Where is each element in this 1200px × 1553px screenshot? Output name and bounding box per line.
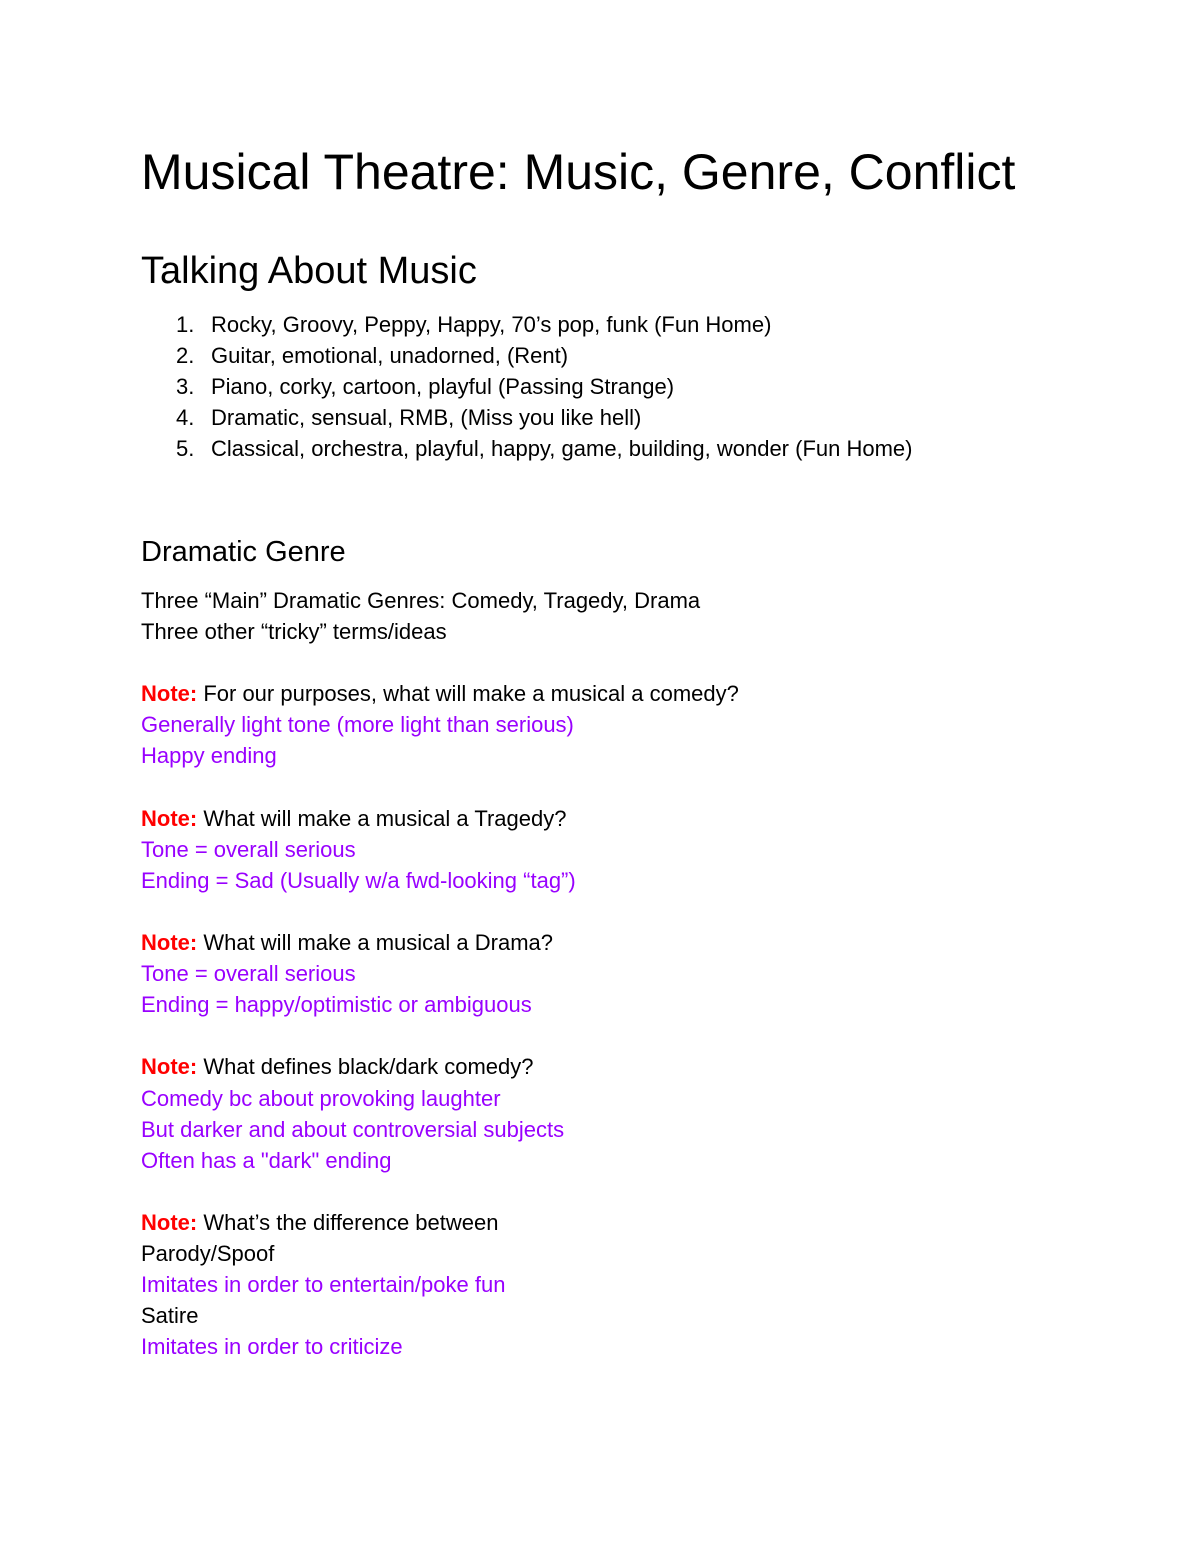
intro-line: Three other “tricky” terms/ideas xyxy=(141,619,447,645)
note-question-text: What will make a musical a Tragedy? xyxy=(197,805,567,831)
music-list xyxy=(141,309,912,464)
list-item-text: Classical, orchestra, playful, happy, game, building, wonder (Fun Home) xyxy=(211,436,913,461)
definition-satire: Imitates in order to criticize xyxy=(141,1334,403,1360)
term-parody-spoof: Parody/Spoof xyxy=(141,1240,275,1266)
list-item xyxy=(141,402,912,433)
note-label: Note: xyxy=(141,1209,198,1235)
note-answer: Tone = overall serious xyxy=(141,961,356,987)
note-question xyxy=(141,1051,1101,1082)
note-question-text: What will make a musical a Drama? xyxy=(197,930,553,956)
note-question xyxy=(141,1207,1101,1238)
note-question-text: What defines black/dark comedy? xyxy=(197,1054,534,1080)
note-answer: Happy ending xyxy=(141,743,277,769)
list-item xyxy=(141,371,912,402)
heading-talking-about-music: Talking About Music xyxy=(141,250,477,292)
note-question xyxy=(141,927,1101,958)
genre-notes-body xyxy=(141,585,1101,1362)
note-answer: But darker and about controversial subjects xyxy=(141,1116,565,1142)
note-answer: Comedy bc about provoking laughter xyxy=(141,1085,501,1111)
list-number: 5. xyxy=(176,436,195,461)
note-label: Note: xyxy=(141,930,198,956)
note-answer: Ending = Sad (Usually w/a fwd-looking “tag”) xyxy=(141,867,576,893)
list-number: 1. xyxy=(176,312,195,337)
note-question xyxy=(141,803,1101,834)
note-answer: Often has a "dark" ending xyxy=(141,1147,392,1173)
list-item xyxy=(141,309,912,340)
note-question-text: What’s the difference between xyxy=(197,1209,499,1235)
note-label: Note: xyxy=(141,805,198,831)
list-item-text: Rocky, Groovy, Peppy, Happy, 70’s pop, funk (Fun Home) xyxy=(211,312,772,337)
note-label: Note: xyxy=(141,681,198,707)
note-answer: Tone = overall serious xyxy=(141,836,356,862)
note-question xyxy=(141,678,1101,709)
note-answer: Generally light tone (more light than serious) xyxy=(141,712,574,738)
list-item-text: Guitar, emotional, unadorned, (Rent) xyxy=(211,343,569,368)
term-satire: Satire xyxy=(141,1303,199,1329)
note-question-text: For our purposes, what will make a musical a comedy? xyxy=(197,681,739,707)
list-item xyxy=(141,340,912,371)
list-item-text: Piano, corky, cartoon, playful (Passing Strange) xyxy=(211,374,675,399)
list-number: 4. xyxy=(176,405,195,430)
heading-dramatic-genre: Dramatic Genre xyxy=(141,536,346,568)
document-title: Musical Theatre: Music, Genre, Conflict xyxy=(141,144,1016,200)
definition-parody-spoof: Imitates in order to entertain/poke fun xyxy=(141,1272,506,1298)
intro-line: Three “Main” Dramatic Genres: Comedy, Tragedy, Drama xyxy=(141,588,701,613)
list-number: 2. xyxy=(176,343,195,368)
list-number: 3. xyxy=(176,374,195,399)
list-item xyxy=(141,433,912,464)
list-item-text: Dramatic, sensual, RMB, (Miss you like hell) xyxy=(211,405,642,430)
note-label: Note: xyxy=(141,1054,198,1080)
note-answer: Ending = happy/optimistic or ambiguous xyxy=(141,992,532,1018)
